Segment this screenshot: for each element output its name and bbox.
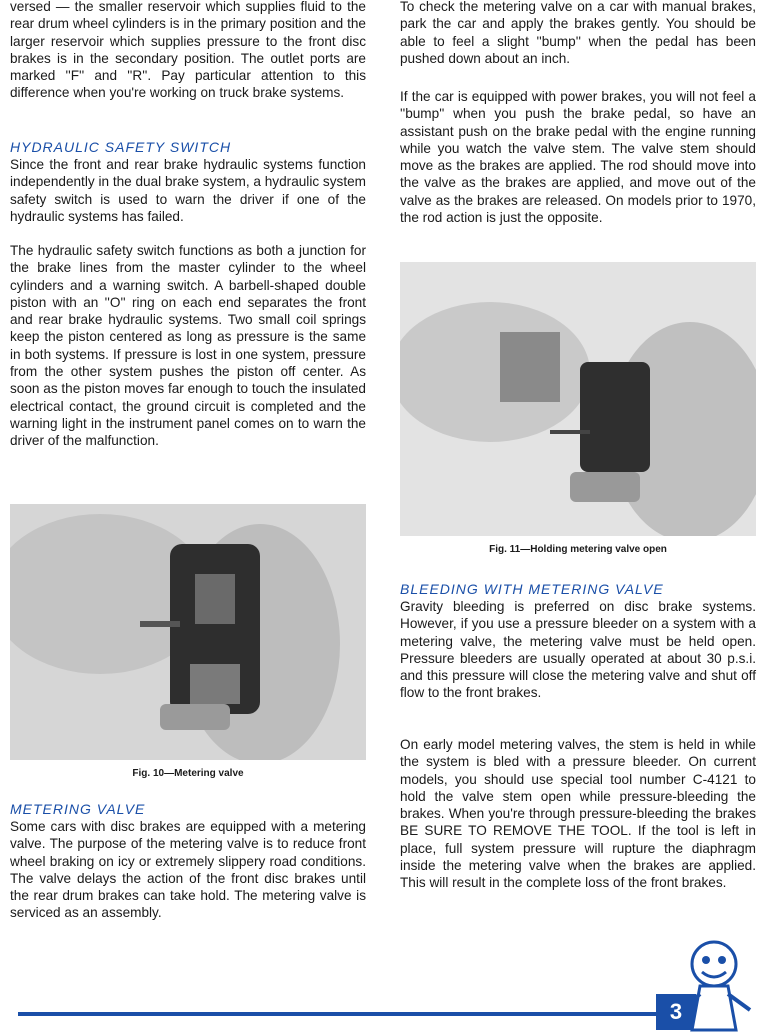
fig11-caption: Fig. 11—Holding metering valve open [489,544,667,555]
fig10-caption: Fig. 10—Metering valve [132,768,244,779]
paragraph-power-brakes: If the car is equipped with power brakes, you will not feel a ''bump'' when you push the brake pedal, so have an assistant push on the brake pedal with the engine running while you watch the valve stem. The valve stem should move as the brakes are applied. The rod should move into the valve as the brakes are applied, and move out of the valve as the brakes are released. On models prior to 1970, the rod action is just the opposite. [400,89,756,226]
paragraph-intro: versed — the smaller reservoir which supplies fluid to the rear drum wheel cylinders is in the primary position and the larger reservoir which supplies pressure to the front disc brakes is in the secondary position. The outlet ports are marked ''F'' and ''R''. Pay particular attention to this difference when you're working on truck brake systems. [10,0,366,101]
heading-bleeding: BLEEDING WITH METERING VALVE [400,581,664,597]
page-number: 3 [656,994,696,1030]
fig10-photo [10,504,366,760]
footer-rule [18,1012,658,1016]
paragraph-bleeding-2: On early model metering valves, the stem is held in while the system is bled with a pressure bleeder. On current models, you should use special tool number C-4121 to hold the valve stem open while pressure-bleeding the brakes. When you're through pressure-bleeding the brakes BE SURE TO REMOVE THE TOOL. If the tool is left in place, full system pressure will rupture the diaphragm inside the metering valve when the brakes are applied. This will result in the complete loss of the front brakes. [400,737,756,891]
paragraph-safety-2: The hydraulic safety switch functions as both a junction for the brake lines from the master cylinder to the wheel cylinders and a warning switch. A barbell-shaped double piston with an ''O'' ring on each end separates the front and rear brake hydraulic systems. Two small coil springs keep the piston centered as long as pressure is the same in both systems. If pressure is lost in one system, pressure from the other system pushes the piston off center. As soon as the piston moves far enough to touch the insulated electrical contact, the ground circuit is completed and the warning light in the instrument panel comes on to warn the driver of the malfunction. [10,243,366,449]
heading-hydraulic-safety-switch: HYDRAULIC SAFETY SWITCH [10,139,232,155]
paragraph-safety-1: Since the front and rear brake hydraulic systems function independently in the dual brake system, a hydraulic system safety switch is used to warn the driver if one of the hydraulic systems has failed. [10,157,366,224]
mascot-icon [672,938,756,1034]
fig11-photo [400,262,756,536]
paragraph-manual-brakes: To check the metering valve on a car with manual brakes, park the car and apply the brakes gently. You should be able to feel a slight ''bump'' when the pedal has been pushed down about an inch. [400,0,756,66]
heading-metering-valve: METERING VALVE [10,801,146,817]
paragraph-metering: Some cars with disc brakes are equipped with a metering valve. The purpose of the metering valve is to reduce front wheel braking on icy or extremely slippery road conditions. The valve delays the action of the front disc brakes until the rear drum brakes can take hold. The metering valve is serviced as an assembly. [10,819,366,921]
paragraph-bleeding-1: Gravity bleeding is preferred on disc brake systems. However, if you use a pressure bleeder on a system with a metering valve, the metering valve must be held open. Pressure bleeders are usually operated at about 30 p.s.i. and this pressure will close the metering valve and shut off flow to the front brakes. [400,599,756,701]
